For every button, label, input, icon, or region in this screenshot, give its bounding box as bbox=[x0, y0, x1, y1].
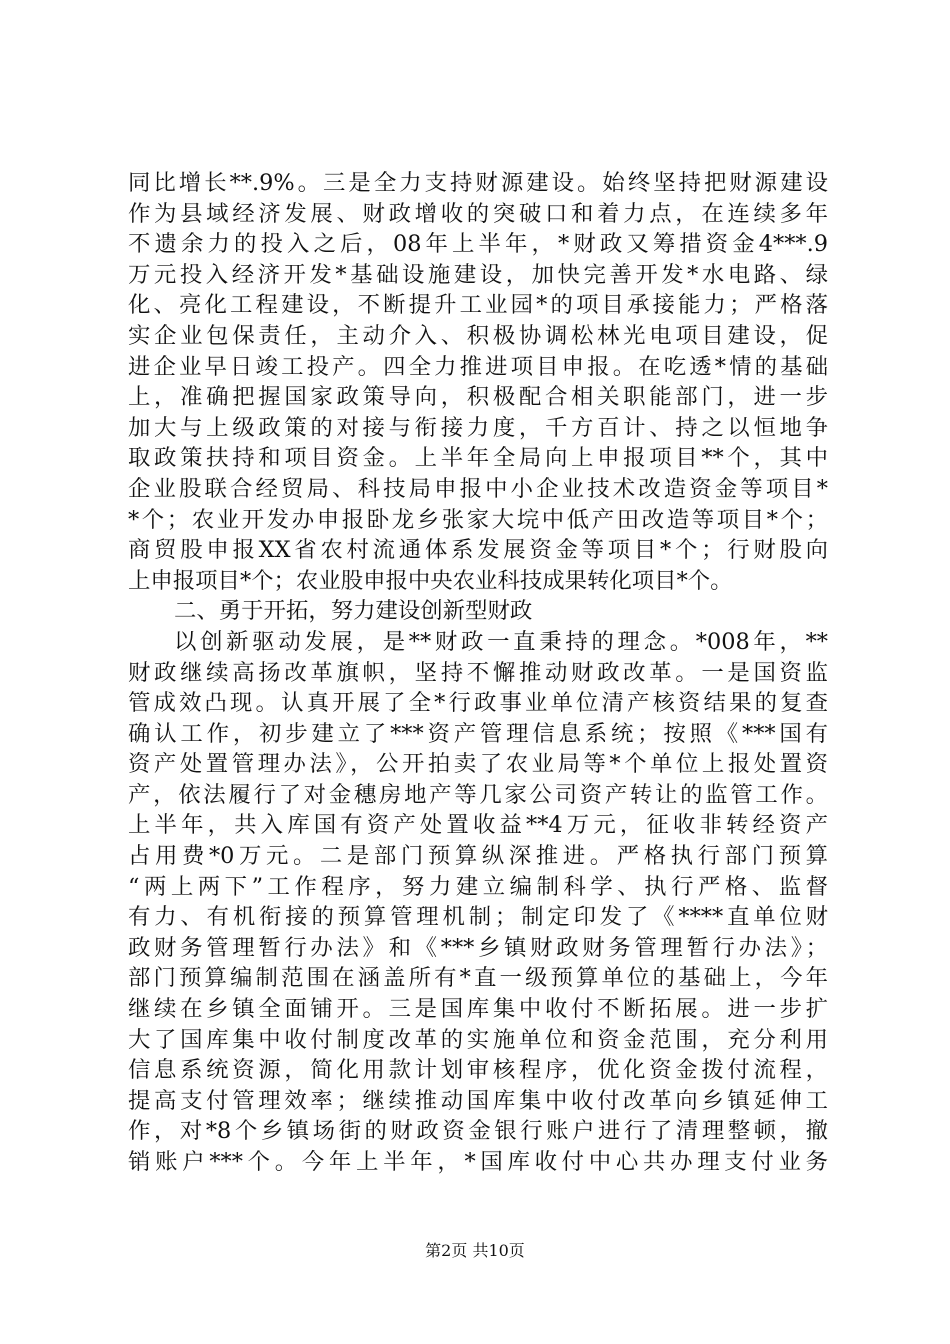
text-line: 商贸股申报XX省农村流通体系发展资金等项目*个；行财股向 bbox=[128, 537, 828, 564]
text-line: 作为县域经济发展、财政增收的突破口和着力点，在连续多年 bbox=[128, 200, 828, 227]
text-line: 作，对*8个乡镇场街的财政资金银行账户进行了清理整顿，撤 bbox=[128, 1118, 828, 1145]
text-line: 财政继续高扬改革旗帜，坚持不懈推动财政改革。一是国资监 bbox=[128, 659, 828, 686]
document-body bbox=[128, 168, 828, 1178]
text-line: 化、亮化工程建设，不断提升工业园*的项目承接能力；严格落 bbox=[128, 292, 828, 319]
text-line: 管成效凸现。认真开展了全*行政事业单位清产核资结果的复查 bbox=[128, 690, 828, 717]
text-line: 不遗余力的投入之后，08年上半年，*财政又筹措资金4***.9 bbox=[128, 231, 828, 258]
text-line: 进企业早日竣工投产。四全力推进项目申报。在吃透*情的基础 bbox=[128, 353, 828, 380]
text-line: 销账户***个。今年上半年，*国库收付中心共办理支付业务 bbox=[128, 1149, 828, 1175]
text-line: 实企业包保责任，主动介入、积极协调松林光电项目建设，促 bbox=[128, 322, 828, 349]
text-line: 占用费*0万元。二是部门预算纵深推进。严格执行部门预算 bbox=[128, 843, 828, 870]
section-heading: 二、勇于开拓，努力建设创新型财政 bbox=[174, 598, 533, 625]
text-line: 确认工作，初步建立了***资产管理信息系统；按照《***国有 bbox=[128, 720, 828, 747]
text-line: 有力、有机衔接的预算管理机制；制定印发了《****直单位财 bbox=[128, 904, 828, 931]
page-footer: 第2页 共10页 bbox=[425, 1241, 525, 1260]
text-line: 大了国库集中收付制度改革的实施单位和资金范围，充分利用 bbox=[128, 1026, 828, 1053]
text-line: 上申报项目*个；农业股申报中央农业科技成果转化项目*个。 bbox=[128, 567, 733, 594]
text-line: 产，依法履行了对金穗房地产等几家公司资产转让的监管工作。 bbox=[128, 781, 828, 808]
text-line: 企业股联合经贸局、科技局申报中小企业技术改造资金等项目* bbox=[128, 475, 828, 502]
text-line: 继续在乡镇全面铺开。三是国库集中收付不断拓展。进一步扩 bbox=[128, 996, 828, 1023]
text-line: 部门预算编制范围在涵盖所有*直一级预算单位的基础上，今年 bbox=[128, 965, 828, 992]
text-line: 以创新驱动发展，是**财政一直秉持的理念。*008年，** bbox=[174, 628, 828, 655]
text-line: 取政策扶持和项目资金。上半年全局向上申报项目**个，其中 bbox=[128, 445, 828, 472]
text-line: “两上两下”工作程序，努力建立编制科学、执行严格、监督 bbox=[128, 873, 828, 900]
text-line: 资产处置管理办法》，公开拍卖了农业局等*个单位上报处置资 bbox=[128, 751, 828, 778]
text-line: 上半年，共入库国有资产处置收益**4万元，征收非转经资产 bbox=[128, 812, 828, 839]
text-line: 政财务管理暂行办法》和《***乡镇财政财务管理暂行办法》； bbox=[128, 934, 828, 961]
text-line: 万元投入经济开发*基础设施建设，加快完善开发*水电路、绿 bbox=[128, 261, 828, 288]
text-line: 加大与上级政策的对接与衔接力度，千方百计、持之以恒地争 bbox=[128, 414, 828, 441]
text-line: 信息系统资源，简化用款计划审核程序，优化资金拨付流程， bbox=[128, 1057, 828, 1084]
text-line: 上，准确把握国家政策导向，积极配合相关职能部门，进一步 bbox=[128, 384, 828, 411]
text-line: 提高支付管理效率；继续推动国库集中收付改革向乡镇延伸工 bbox=[128, 1087, 828, 1114]
text-line: *个；农业开发办申报卧龙乡张家大垸中低产田改造等项目*个； bbox=[128, 506, 828, 533]
text-line: 同比增长**.9%。三是全力支持财源建设。始终坚持把财源建设 bbox=[128, 170, 828, 196]
